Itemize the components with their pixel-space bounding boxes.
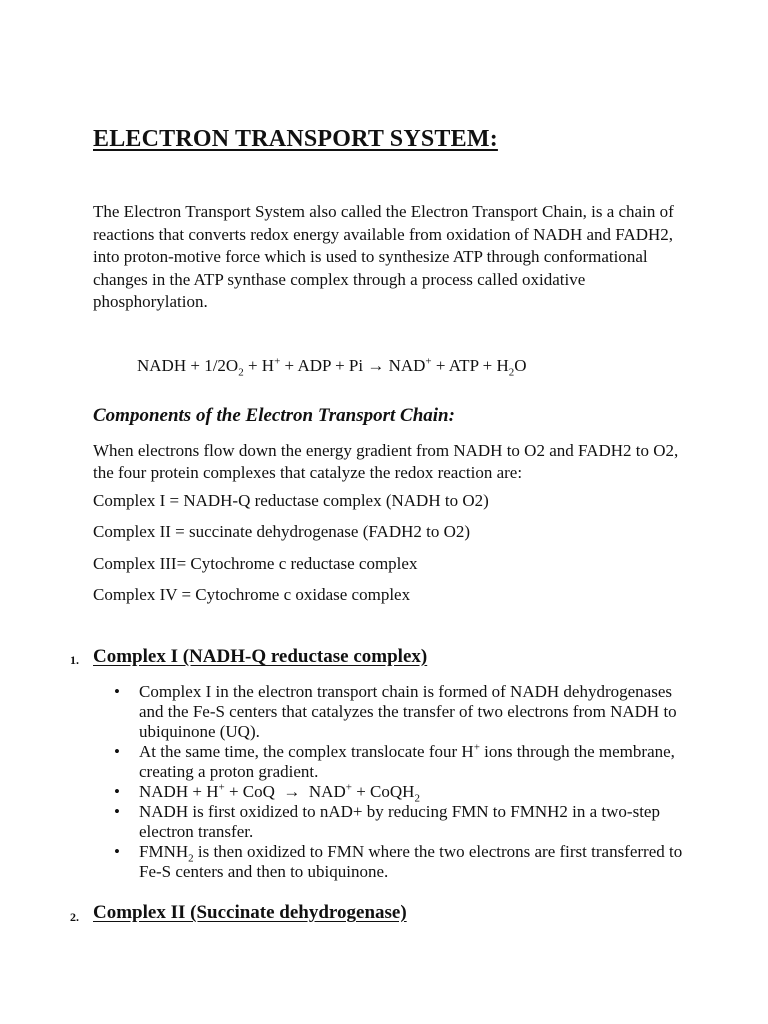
section-heading-complex-1: Complex I (NADH-Q reductase complex): [93, 646, 428, 667]
complex-line: Complex III= Cytochrome c reductase complex: [93, 554, 418, 573]
complex-line: Complex II = succinate dehydrogenase (FADH2 to O2): [93, 522, 471, 541]
bullet-superscript: +: [218, 781, 225, 794]
components-intro: When electrons flow down the energy gradient from NADH to O2 and FADH2 to O2, the four protein complexes that catalyze the redox reaction are:: [93, 441, 679, 482]
bullet-text: FMNH: [139, 842, 189, 861]
bullet-text: NADH + H: [139, 782, 219, 801]
list-item: [93, 802, 683, 842]
bullet-text: + CoQ → NAD: [224, 782, 346, 801]
bullet-text: Complex I in the electron transport chain is formed of NADH dehydrogenases and the Fe-S centers that catalyzes the transfer of two electrons from NADH to ubiquinone (UQ).: [139, 682, 677, 741]
bullet-glyph: •: [114, 682, 120, 701]
bullet-text: is then oxidized to FMN where the two electrons are first transferred to Fe-S centers and then to ubiquinone.: [139, 842, 683, 881]
list-item: [93, 781, 683, 805]
equation-subscript: 2: [238, 366, 244, 379]
overall-equation: [137, 355, 527, 379]
intro-paragraph: The Electron Transport System also called the Electron Transport Chain, is a chain of reactions that converts redox energy available from oxidation of NADH and FADH2, into proton-motive force which is used to synthesize ATP through conformational changes in the ATP synthase complex through a process called oxidative phosphorylation.: [93, 202, 674, 311]
equation-part: NADH + 1/2O: [137, 356, 239, 375]
complex-1-bullet-list: [93, 682, 683, 882]
bullet-glyph: •: [114, 802, 120, 821]
equation-part: + H: [243, 356, 275, 375]
bullet-superscript: +: [345, 781, 352, 794]
equation-superscript: +: [425, 355, 432, 368]
complex-line: Complex IV = Cytochrome c oxidase complex: [93, 585, 411, 604]
section-number: 1.: [70, 653, 79, 667]
complex-line: Complex I = NADH-Q reductase complex (NADH to O2): [93, 491, 489, 510]
list-item: [93, 682, 683, 742]
bullet-glyph: •: [114, 782, 120, 801]
document-title: ELECTRON TRANSPORT SYSTEM:: [93, 126, 498, 152]
equation-part: O: [514, 356, 527, 375]
list-item: [93, 842, 683, 882]
bullet-superscript: +: [473, 741, 480, 754]
equation-superscript: +: [274, 355, 281, 368]
bullet-glyph: •: [114, 742, 120, 761]
bullet-text: + CoQH: [351, 782, 415, 801]
equation-subscript: 2: [508, 366, 515, 379]
equation-part: + ADP + Pi → NAD: [280, 356, 426, 375]
equation-part: + ATP + H: [431, 356, 509, 375]
bullet-glyph: •: [114, 842, 120, 861]
components-heading: Components of the Electron Transport Chain:: [93, 405, 455, 426]
bullet-text: ions through the membrane, creating a proton gradient.: [139, 742, 675, 781]
bullet-subscript: 2: [188, 852, 194, 865]
list-item: [93, 742, 683, 782]
bullet-text: At the same time, the complex translocate four H: [139, 742, 474, 761]
section-number: 2.: [70, 910, 79, 924]
bullet-subscript: 2: [414, 792, 420, 805]
section-heading-complex-2: Complex II (Succinate dehydrogenase): [93, 902, 407, 923]
bullet-text: NADH is first oxidized to nAD+ by reducing FMN to FMNH2 in a two-step electron transfer.: [139, 802, 660, 841]
